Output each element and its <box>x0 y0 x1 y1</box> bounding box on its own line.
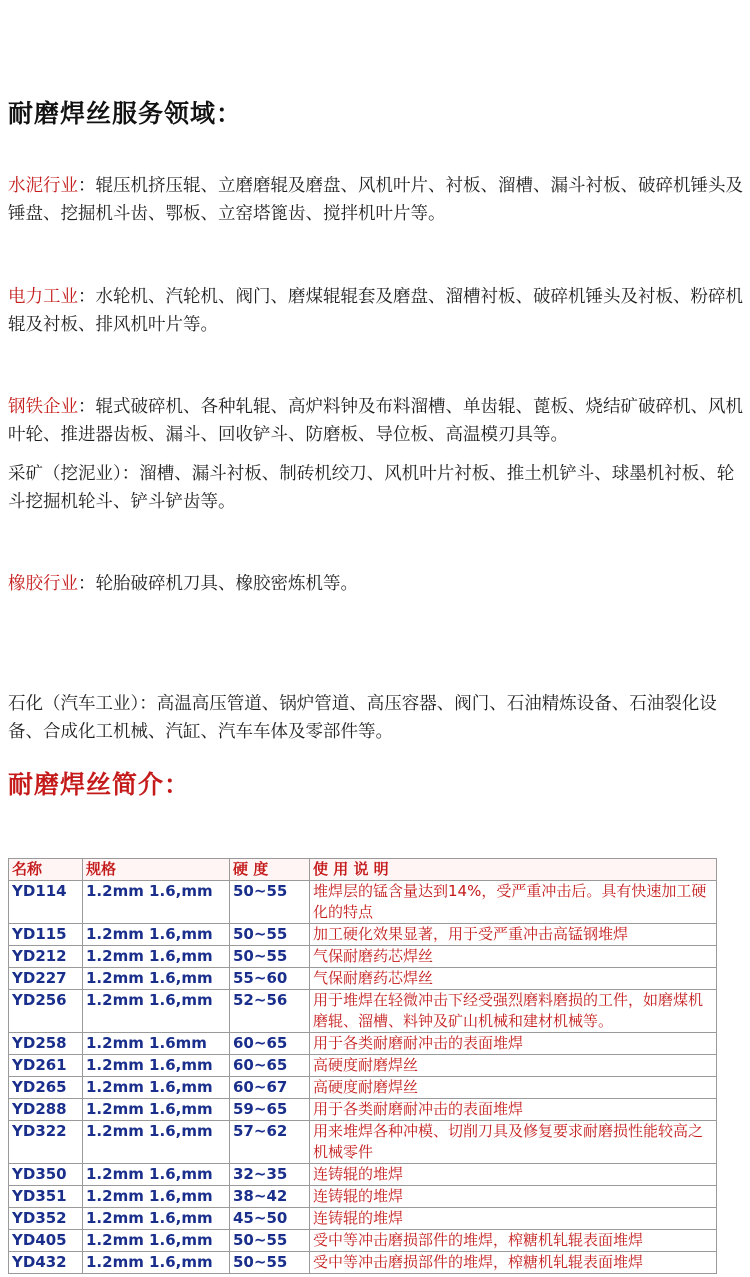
spec-cell: 1.2mm 1.6,mm <box>83 1099 230 1121</box>
usage-cell: 用于各类耐磨耐冲击的表面堆焊 <box>310 1099 717 1121</box>
table-row <box>9 1186 717 1208</box>
usage-cell: 高硬度耐磨焊丝 <box>310 1077 717 1099</box>
model-cell: YD405 <box>9 1230 83 1252</box>
model-cell: YD322 <box>9 1121 83 1164</box>
field-text: 采矿（挖泥业）：溜槽、漏斗衬板、制砖机绞刀、风机叶片衬板、推土机铲斗、球墨机衬板、轮斗挖掘机轮斗、铲斗铲齿等。 <box>8 464 735 512</box>
usage-cell: 高硬度耐磨焊丝 <box>310 1055 717 1077</box>
header-name: 名称 <box>9 859 83 881</box>
usage-cell: 用来堆焊各种冲模、切削刀具及修复要求耐磨损性能较高之机械零件 <box>310 1121 717 1164</box>
hardness-cell: 50~55 <box>230 1252 310 1274</box>
spec-cell: 1.2mm 1.6,mm <box>83 1208 230 1230</box>
spec-cell: 1.2mm 1.6,mm <box>83 1164 230 1186</box>
spec-cell: 1.2mm 1.6,mm <box>83 1252 230 1274</box>
table-row <box>9 1252 717 1274</box>
usage-cell: 加工硬化效果显著，用于受严重冲击高锰钢堆焊 <box>310 924 717 946</box>
table-row <box>9 1121 717 1164</box>
spec-cell: 1.2mm 1.6mm <box>83 1033 230 1055</box>
spec-cell: 1.2mm 1.6,mm <box>83 946 230 968</box>
model-cell: YD227 <box>9 968 83 990</box>
table-row <box>9 924 717 946</box>
field-text: ：高温高压管道、锅炉管道、高压容器、阀门、石油精炼设备、石油裂化设备、合成化工机械、汽缸、汽车车体及零部件等。 <box>8 694 717 742</box>
field-label: 石化（汽车工业） <box>8 694 140 714</box>
model-cell: YD432 <box>9 1252 83 1274</box>
usage-cell: 气保耐磨药芯焊丝 <box>310 946 717 968</box>
spec-cell: 1.2mm 1.6,mm <box>83 1121 230 1164</box>
spec-cell: 1.2mm 1.6,mm <box>83 1230 230 1252</box>
field-label: 水泥行业 <box>8 176 78 196</box>
table-row <box>9 968 717 990</box>
field-label: 橡胶行业 <box>8 574 78 594</box>
hardness-cell: 38~42 <box>230 1186 310 1208</box>
model-cell: YD256 <box>9 990 83 1033</box>
hardness-cell: 50~55 <box>230 946 310 968</box>
field-text: ：水轮机、汽轮机、阀门、磨煤辊辊套及磨盘、溜槽衬板、破碎机锤头及衬板、粉碎机辊及衬板、排风机叶片等。 <box>8 287 743 335</box>
model-cell: YD261 <box>9 1055 83 1077</box>
wire-spec-table <box>8 858 717 1274</box>
model-cell: YD288 <box>9 1099 83 1121</box>
hardness-cell: 55~60 <box>230 968 310 990</box>
field-text: ：辊式破碎机、各种轧辊、高炉料钟及布料溜槽、单齿辊、蓖板、烧结矿破碎机、风机叶轮、推进器齿板、漏斗、回收铲斗、防磨板、导位板、高温模刃具等。 <box>8 397 743 445</box>
usage-cell: 连铸辊的堆焊 <box>310 1208 717 1230</box>
table-row <box>9 1099 717 1121</box>
hardness-cell: 50~55 <box>230 924 310 946</box>
hardness-cell: 57~62 <box>230 1121 310 1164</box>
field-label: 电力工业 <box>8 287 78 307</box>
usage-cell: 堆焊层的锰含量达到14%，受严重冲击后。具有快速加工硬化的特点 <box>310 881 717 924</box>
field-mining <box>8 460 744 516</box>
table-row <box>9 1033 717 1055</box>
spec-cell: 1.2mm 1.6,mm <box>83 1077 230 1099</box>
hardness-cell: 52~56 <box>230 990 310 1033</box>
usage-cell: 受中等冲击磨损部件的堆焊，榨糖机轧辊表面堆焊 <box>310 1252 717 1274</box>
table-row <box>9 990 717 1033</box>
usage-cell: 用于堆焊在轻微冲击下经受强烈磨料磨损的工件，如磨煤机磨辊、溜槽、料钟及矿山机械和建材机械等。 <box>310 990 717 1033</box>
usage-cell: 气保耐磨药芯焊丝 <box>310 968 717 990</box>
spec-cell: 1.2mm 1.6,mm <box>83 1055 230 1077</box>
field-text: ：轮胎破碎机刀具、橡胶密炼机等。 <box>78 574 358 594</box>
table-row <box>9 1164 717 1186</box>
spec-cell: 1.2mm 1.6,mm <box>83 924 230 946</box>
spec-cell: 1.2mm 1.6,mm <box>83 881 230 924</box>
table-row <box>9 1055 717 1077</box>
hardness-cell: 59~65 <box>230 1099 310 1121</box>
hardness-cell: 50~55 <box>230 881 310 924</box>
usage-cell: 连铸辊的堆焊 <box>310 1164 717 1186</box>
usage-cell: 用于各类耐磨耐冲击的表面堆焊 <box>310 1033 717 1055</box>
table-row <box>9 1208 717 1230</box>
usage-cell: 连铸辊的堆焊 <box>310 1186 717 1208</box>
intro-heading: 耐磨焊丝简介： <box>8 770 191 799</box>
field-cement <box>8 172 744 228</box>
model-cell: YD352 <box>9 1208 83 1230</box>
field-power <box>8 283 744 339</box>
table-row <box>9 1230 717 1252</box>
field-steel <box>8 393 744 449</box>
header-usage: 使 用 说 明 <box>310 859 717 881</box>
table-row <box>9 881 717 924</box>
model-cell: YD115 <box>9 924 83 946</box>
hardness-cell: 60~67 <box>230 1077 310 1099</box>
field-rubber <box>8 570 744 598</box>
model-cell: YD265 <box>9 1077 83 1099</box>
spec-cell: 1.2mm 1.6,mm <box>83 968 230 990</box>
model-cell: YD114 <box>9 881 83 924</box>
field-label: 钢铁企业 <box>8 397 78 417</box>
field-text: ：辊压机挤压辊、立磨磨辊及磨盘、风机叶片、衬板、溜槽、漏斗衬板、破碎机锤头及锤盘、挖掘机斗齿、鄂板、立窑塔篦齿、搅拌机叶片等。 <box>8 176 743 224</box>
service-fields-heading: 耐磨焊丝服务领域： <box>8 99 243 128</box>
table-row <box>9 946 717 968</box>
hardness-cell: 45~50 <box>230 1208 310 1230</box>
model-cell: YD350 <box>9 1164 83 1186</box>
header-spec: 规格 <box>83 859 230 881</box>
model-cell: YD351 <box>9 1186 83 1208</box>
hardness-cell: 60~65 <box>230 1055 310 1077</box>
model-cell: YD258 <box>9 1033 83 1055</box>
model-cell: YD212 <box>9 946 83 968</box>
hardness-cell: 50~55 <box>230 1230 310 1252</box>
field-petrochemical <box>8 690 744 746</box>
header-hardness: 硬 度 <box>230 859 310 881</box>
spec-cell: 1.2mm 1.6,mm <box>83 1186 230 1208</box>
hardness-cell: 32~35 <box>230 1164 310 1186</box>
table-header-row <box>9 859 717 881</box>
spec-cell: 1.2mm 1.6,mm <box>83 990 230 1033</box>
hardness-cell: 60~65 <box>230 1033 310 1055</box>
usage-cell: 受中等冲击磨损部件的堆焊，榨糖机轧辊表面堆焊 <box>310 1230 717 1252</box>
table-row <box>9 1077 717 1099</box>
